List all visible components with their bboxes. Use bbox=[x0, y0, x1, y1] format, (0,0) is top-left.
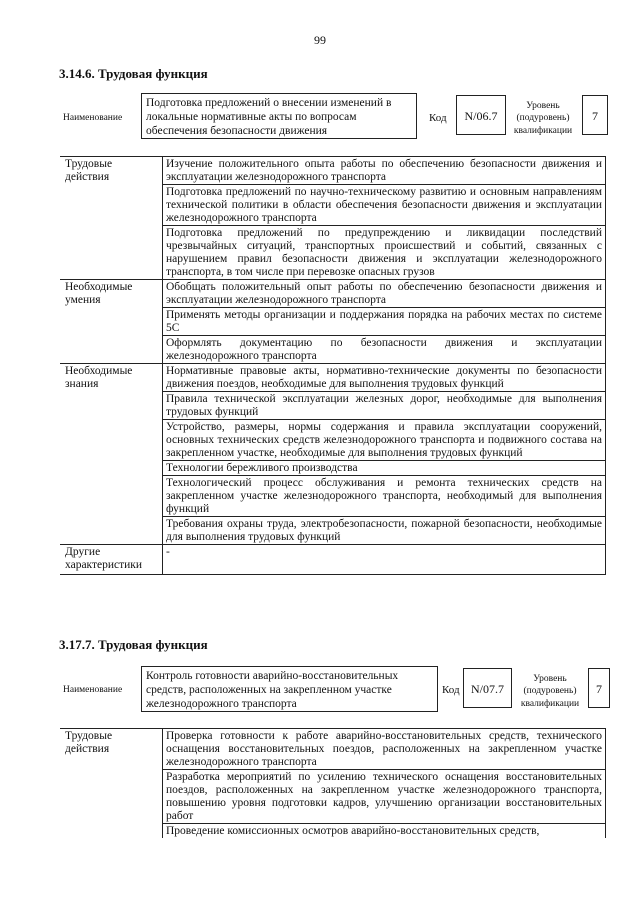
page-number: 99 bbox=[314, 33, 326, 47]
category-cell: Трудовые действия bbox=[60, 729, 163, 839]
function-name-box: Подготовка предложений о внесении изменений в локальные нормативные акты по вопросам обеспечения безопасности движения bbox=[141, 93, 417, 139]
table-cell: Требования охраны труда, электробезопасности, пожарной безопасности, необходимые для выполнения трудовых функций bbox=[163, 517, 606, 545]
level-label: Уровень (подуровень) квалификации bbox=[520, 674, 580, 709]
category-cell: Другие характеристики bbox=[60, 545, 163, 575]
section-title: 3.14.6. Трудовая функция bbox=[59, 66, 208, 81]
name-label: Наименование bbox=[63, 685, 123, 695]
table-cell: Подготовка предложений по предупреждению и ликвидации последствий чрезвычайных ситуаций, транспортных происшествий и событий, связанных с нарушением правил безопасности движения и эксплуатации железнодорожного транспорта, в том числе при перевозке опасных грузов bbox=[163, 226, 606, 280]
code-box: N/07.7 bbox=[463, 668, 512, 708]
table-cell: Правила технической эксплуатации железных дорог, необходимые для выполнения трудовых функций bbox=[163, 392, 606, 420]
table-cell: Подготовка предложений по научно-техническому развитию и основным направлениям технической политики в области обеспечения безопасности движения и эксплуатации железнодорожного транспорта bbox=[163, 185, 606, 226]
function-header bbox=[60, 93, 610, 141]
table-cell: Технологии бережливого производства bbox=[163, 461, 606, 476]
level-label: Уровень (подуровень) квалификации bbox=[513, 101, 573, 136]
table-cell: Устройство, размеры, нормы содержания и правила эксплуатации сооружений, основных технических средств железнодорожного транспорта и подвижного состава на закрепленном участке, необходимые для выполнения трудовых функций bbox=[163, 420, 606, 461]
category-cell: Необходимые знания bbox=[60, 364, 163, 545]
table-cell: Технологический процесс обслуживания и ремонта технических средств на закрепленном участке железнодорожного транспорта, необходимый для выполнения функций bbox=[163, 476, 606, 517]
table-cell: Оформлять документацию по безопасности движения и эксплуатации железнодорожного транспорта bbox=[163, 336, 606, 364]
level-box: 7 bbox=[588, 668, 610, 708]
table-cell: Обобщать положительный опыт работы по обеспечению безопасности движения и эксплуатации железнодорожного транспорта bbox=[163, 280, 606, 308]
table-cell: Изучение положительного опыта работы по обеспечению безопасности движения и эксплуатации железнодорожного транспорта bbox=[163, 157, 606, 185]
function-header bbox=[60, 666, 610, 714]
table-cell: Нормативные правовые акты, нормативно-технические документы по безопасности движения поездов, необходимые для выполнения трудовых функций bbox=[163, 364, 606, 392]
function-table-1 bbox=[60, 156, 606, 575]
level-box: 7 bbox=[582, 95, 608, 135]
table-cell: - bbox=[163, 545, 606, 575]
table-cell: Применять методы организации и поддержания порядка на рабочих местах по системе 5С bbox=[163, 308, 606, 336]
category-cell: Необходимые умения bbox=[60, 280, 163, 364]
table-cell: Проверка готовности к работе аварийно-восстановительных средств, технического оснащения восстановительных поездов, расположенных на закрепленном участке железнодорожного транспорта bbox=[163, 729, 606, 770]
category-cell: Трудовые действия bbox=[60, 157, 163, 280]
table-cell: Разработка мероприятий по усилению технического оснащения восстановительных поездов, расположенных на закрепленном участке железнодорожного транспорта, повышению уровня подготовки кадров, улучшению организации восстановительных работ bbox=[163, 770, 606, 824]
name-label: Наименование bbox=[63, 113, 123, 123]
code-label: Код bbox=[429, 112, 447, 124]
code-label: Код bbox=[442, 684, 460, 696]
code-box: N/06.7 bbox=[456, 95, 506, 135]
function-table-2 bbox=[60, 728, 606, 838]
section-title: 3.17.7. Трудовая функция bbox=[59, 637, 208, 652]
function-name-box: Контроль готовности аварийно-восстановительных средств, расположенных на закрепленном участке железнодорожного транспорта bbox=[141, 666, 438, 712]
table-cell: Проведение комиссионных осмотров аварийно-восстановительных средств, bbox=[163, 824, 606, 839]
